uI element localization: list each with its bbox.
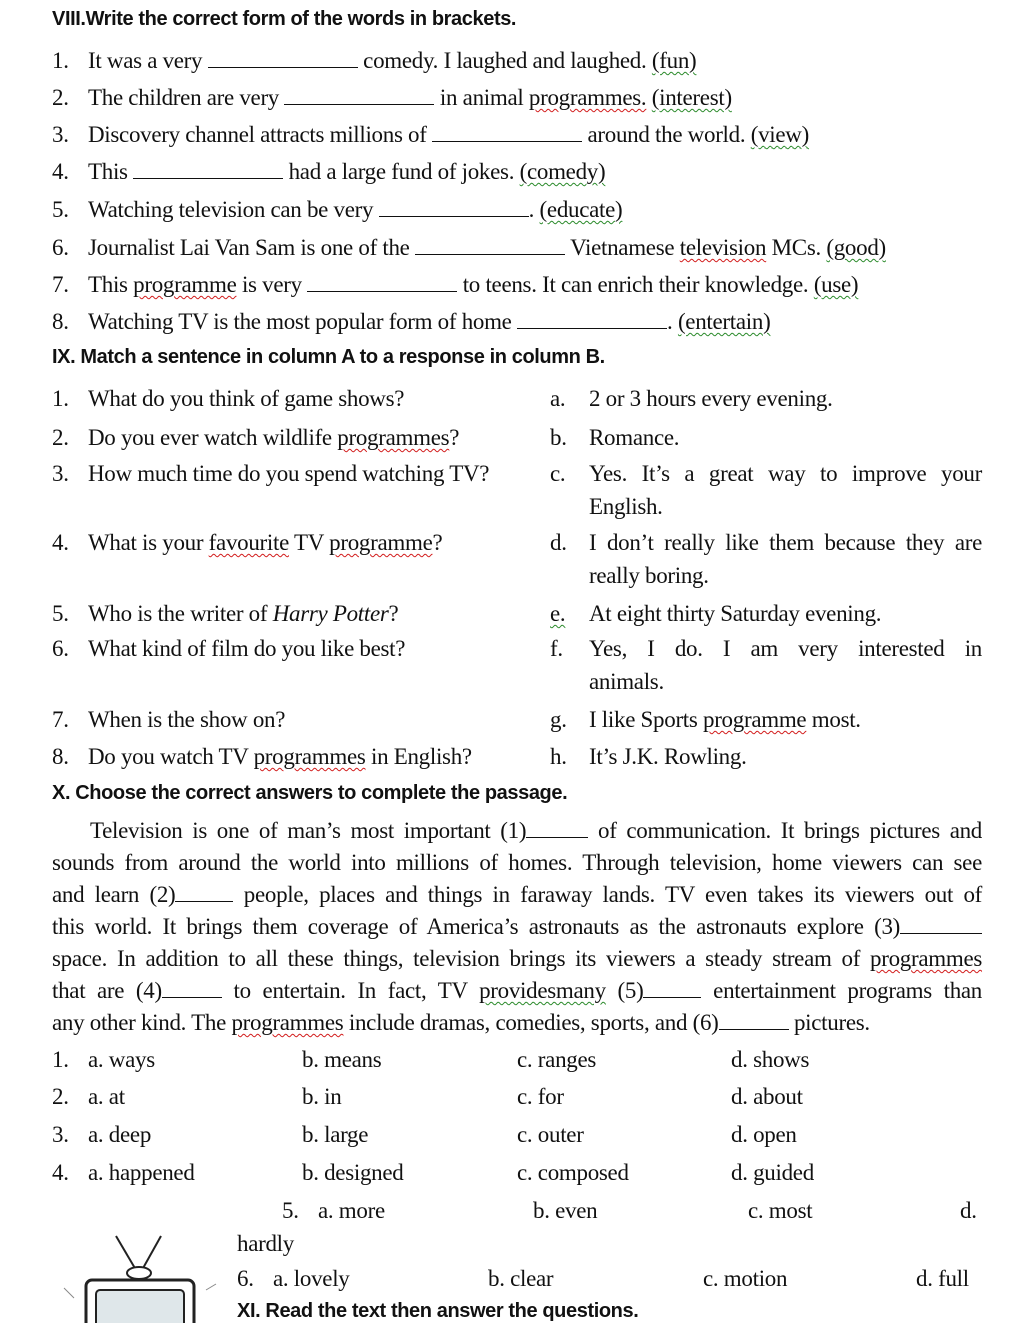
response-text: I like Sports — [589, 707, 698, 732]
answer-blank[interactable] — [379, 198, 529, 217]
sentence-start: This — [88, 159, 128, 184]
response-letter: h. — [550, 744, 567, 769]
answer-option-d[interactable]: d. open — [731, 1122, 797, 1147]
response-letter: c. — [550, 461, 566, 486]
answer-option-c[interactable]: c. most — [748, 1198, 813, 1223]
question-text: ? — [388, 601, 399, 626]
passage-text: people, places and things in faraway lands. TV even takes its viewers out of — [243, 882, 983, 907]
question-text: favourite — [208, 530, 289, 555]
passage-text: pictures. — [793, 1010, 870, 1035]
option-number: 2. — [52, 1084, 69, 1109]
sentence-start: Watching TV is the most popular form of home — [88, 309, 512, 334]
word-hint: (entertain) — [677, 309, 771, 334]
response-letter: a. — [550, 386, 566, 411]
answer-option-d[interactable]: d. shows — [731, 1047, 810, 1072]
sentence-start: This — [88, 272, 128, 297]
passage-text: entertainment programs than — [713, 978, 983, 1003]
exercise-8-item — [52, 48, 696, 74]
exercise-8-item — [52, 159, 605, 185]
passage-text: that are (4) — [52, 978, 162, 1003]
word-hint: (interest) — [651, 85, 732, 110]
question-text: What do you think of game shows? — [88, 386, 405, 411]
column-a-question — [52, 386, 404, 412]
answer-option-d[interactable]: d. — [960, 1198, 977, 1223]
sentence-end: . — [528, 197, 535, 222]
answer-blank[interactable] — [307, 273, 457, 292]
response-letter: f. — [550, 636, 563, 661]
answer-option-b[interactable]: b. designed — [302, 1160, 404, 1185]
response-text: Yes, I do. I am very interested in — [589, 636, 982, 661]
response-letter: b. — [550, 425, 567, 450]
word-hint: (use) — [813, 272, 859, 297]
question-text: ? — [432, 530, 443, 555]
exercise-8-item — [52, 309, 770, 335]
sentence-end: in animal — [439, 85, 524, 110]
sentence-end: programmes. — [528, 85, 647, 110]
question-text: What is your — [88, 530, 204, 555]
response-text: programme — [703, 707, 807, 732]
question-text: programmes — [337, 425, 450, 450]
item-number: 6. — [52, 235, 69, 260]
passage-line-2 — [52, 850, 982, 876]
sentence-end: around the world. — [587, 122, 746, 147]
response-letter: e. — [550, 601, 566, 626]
section-8-title: VIII.Write the correct form of the words in brackets. — [52, 8, 517, 30]
item-number: 3. — [52, 461, 69, 486]
sentence-start: programme — [133, 272, 237, 297]
item-number: 4. — [52, 530, 69, 555]
passage-text: include dramas, comedies, sports, and (6) — [348, 1010, 719, 1035]
answer-option-c[interactable]: c. composed — [517, 1160, 629, 1185]
question-text: Do you watch TV — [88, 744, 249, 769]
exercise-8-item — [52, 122, 809, 148]
answer-blank-6[interactable] — [719, 1011, 789, 1030]
passage-line-6 — [52, 978, 982, 1004]
response-text: Yes. It’s a great way to improve your — [589, 461, 982, 486]
television-icon — [56, 1228, 226, 1323]
answer-option-d[interactable]: d. guided — [731, 1160, 814, 1185]
section-11-title: XI. Read the text then answer the questions. — [237, 1300, 639, 1322]
word-hint: (educate) — [539, 197, 623, 222]
word-hint: (view) — [750, 122, 809, 147]
answer-blank[interactable] — [133, 160, 283, 179]
column-a-question — [52, 461, 489, 487]
response-text: animals. — [589, 669, 664, 694]
answer-blank-5[interactable] — [643, 979, 701, 998]
passage-text: any other kind. The — [52, 1010, 226, 1035]
exercise-8-item — [52, 272, 858, 298]
word-hint: (comedy) — [519, 159, 606, 184]
option-number: 3. — [52, 1122, 69, 1147]
response-text: At eight thirty Saturday evening. — [589, 601, 882, 626]
sentence-start: Discovery channel attracts millions of — [88, 122, 427, 147]
passage-text: Television is one of man’s most important (1) — [90, 818, 527, 843]
passage-text: programmes — [870, 946, 983, 971]
answer-blank[interactable] — [432, 123, 582, 142]
word-hint: (good) — [826, 235, 886, 260]
option-number: 5. — [282, 1198, 299, 1223]
answer-option-a[interactable]: a. lovely — [273, 1266, 350, 1291]
passage-text: of communication. It brings pictures and — [598, 818, 982, 843]
answer-option-a[interactable]: a. more — [318, 1198, 385, 1223]
item-number: 1. — [52, 48, 69, 73]
response-letter: g. — [550, 707, 567, 732]
item-number: 4. — [52, 159, 69, 184]
item-number: 5. — [52, 601, 69, 626]
passage-text: this world. It brings them coverage of America’s astronauts as the astronauts explore (3) — [52, 914, 900, 939]
passage-text: to entertain. In fact, TV — [233, 978, 468, 1003]
item-number: 1. — [52, 386, 69, 411]
exercise-8-item — [52, 197, 622, 223]
answer-option-c[interactable]: c. for — [517, 1084, 564, 1109]
response-text — [589, 707, 861, 733]
exercise-8-item — [52, 235, 886, 261]
passage-line-3 — [52, 882, 982, 908]
passage-text: space. In addition to all these things, television brings its viewers a steady stream of — [52, 946, 861, 971]
response-text: English. — [589, 494, 663, 519]
column-a-question — [52, 530, 442, 556]
option-number: 6. — [237, 1266, 254, 1291]
section-10-title: X. Choose the correct answers to complete the passage. — [52, 782, 568, 804]
item-number: 2. — [52, 425, 69, 450]
passage-text: programmes — [231, 1010, 344, 1035]
item-number: 8. — [52, 744, 69, 769]
question-text: How much time do you spend watching TV? — [88, 461, 490, 486]
question-text: in English? — [370, 744, 472, 769]
response-text: It’s J.K. Rowling. — [589, 744, 747, 769]
passage-line-7 — [52, 1010, 870, 1036]
item-number: 8. — [52, 309, 69, 334]
answer-blank[interactable] — [517, 310, 667, 329]
answer-option-a[interactable]: a. happened — [88, 1160, 195, 1185]
column-a-question — [52, 425, 459, 451]
answer-option-a[interactable]: a. at — [88, 1084, 125, 1109]
answer-option-d[interactable]: hardly — [237, 1231, 294, 1256]
passage-line-4 — [52, 914, 982, 940]
option-number: 4. — [52, 1160, 69, 1185]
sentence-end: to teens. It can enrich their knowledge. — [462, 272, 809, 297]
sentence-end: had a large fund of jokes. — [288, 159, 515, 184]
sentence-end: MCs. — [771, 235, 821, 260]
sentence-start: It was a very — [88, 48, 203, 73]
item-number: 2. — [52, 85, 69, 110]
answer-blank[interactable] — [284, 86, 434, 105]
answer-option-b[interactable]: b. clear — [488, 1266, 554, 1291]
answer-option-b[interactable]: b. in — [302, 1084, 342, 1109]
word-hint: (fun) — [651, 48, 697, 73]
answer-option-a[interactable]: a. deep — [88, 1122, 152, 1147]
question-text: When is the show on? — [88, 707, 286, 732]
sentence-end: comedy. I laughed and laughed. — [363, 48, 647, 73]
item-number: 7. — [52, 272, 69, 297]
answer-option-c[interactable]: c. outer — [517, 1122, 584, 1147]
sentence-start: The children are very — [88, 85, 280, 110]
answer-option-a[interactable]: a. ways — [88, 1047, 155, 1072]
answer-option-c[interactable]: c. ranges — [517, 1047, 597, 1072]
column-a-question — [52, 601, 398, 627]
answer-option-c[interactable]: c. motion — [703, 1266, 788, 1291]
question-text: Who is the writer of — [88, 601, 268, 626]
passage-text: and learn (2) — [52, 882, 176, 907]
book-title: Harry Potter — [272, 601, 389, 626]
answer-option-b[interactable]: b. large — [302, 1122, 369, 1147]
sentence-end: . — [667, 309, 673, 334]
answer-option-b[interactable]: b. even — [533, 1198, 598, 1223]
item-number: 7. — [52, 707, 69, 732]
question-text: programme — [329, 530, 433, 555]
sentence-end: television — [679, 235, 767, 260]
passage-line-1 — [52, 818, 982, 844]
passage-line-5 — [52, 946, 982, 972]
item-number: 6. — [52, 636, 69, 661]
question-text: What kind of film do you like best? — [88, 636, 406, 661]
column-a-question — [52, 744, 472, 770]
sentence-start: Watching television can be very — [88, 197, 374, 222]
response-letter: d. — [550, 530, 567, 555]
sentence-start: Journalist Lai Van Sam is one of the — [88, 235, 410, 260]
response-text: really boring. — [589, 563, 709, 588]
passage-text: (5) — [617, 978, 644, 1003]
item-number: 3. — [52, 122, 69, 147]
answer-option-b[interactable]: b. means — [302, 1047, 382, 1072]
question-text: ? — [449, 425, 460, 450]
exercise-8-item — [52, 85, 732, 111]
passage-text: providesmany — [479, 978, 606, 1003]
response-text: I don’t really like them because they are — [589, 530, 982, 555]
response-text: 2 or 3 hours every evening. — [589, 386, 833, 411]
answer-blank-2[interactable] — [175, 883, 233, 902]
response-text: most. — [811, 707, 861, 732]
response-text: Romance. — [589, 425, 680, 450]
answer-option-d[interactable]: d. full — [916, 1266, 969, 1291]
column-a-question — [52, 707, 285, 733]
question-text: programmes — [253, 744, 366, 769]
answer-blank-4[interactable] — [162, 979, 222, 998]
question-text: TV — [294, 530, 324, 555]
sentence-end: Vietnamese — [570, 235, 675, 260]
answer-option-d[interactable]: d. about — [731, 1084, 803, 1109]
answer-blank[interactable] — [415, 236, 565, 255]
column-a-question — [52, 636, 405, 662]
answer-blank-1[interactable] — [526, 819, 588, 838]
sentence-start: is very — [241, 272, 302, 297]
item-number: 5. — [52, 197, 69, 222]
section-9-title: IX. Match a sentence in column A to a response in column B. — [52, 346, 605, 368]
answer-blank-3[interactable] — [900, 915, 982, 934]
answer-blank[interactable] — [208, 49, 358, 68]
passage-text: sounds from around the world into millions of homes. Through television, home viewers can see — [52, 850, 982, 875]
question-text: Do you ever watch wildlife — [88, 425, 332, 450]
option-number: 1. — [52, 1047, 69, 1072]
